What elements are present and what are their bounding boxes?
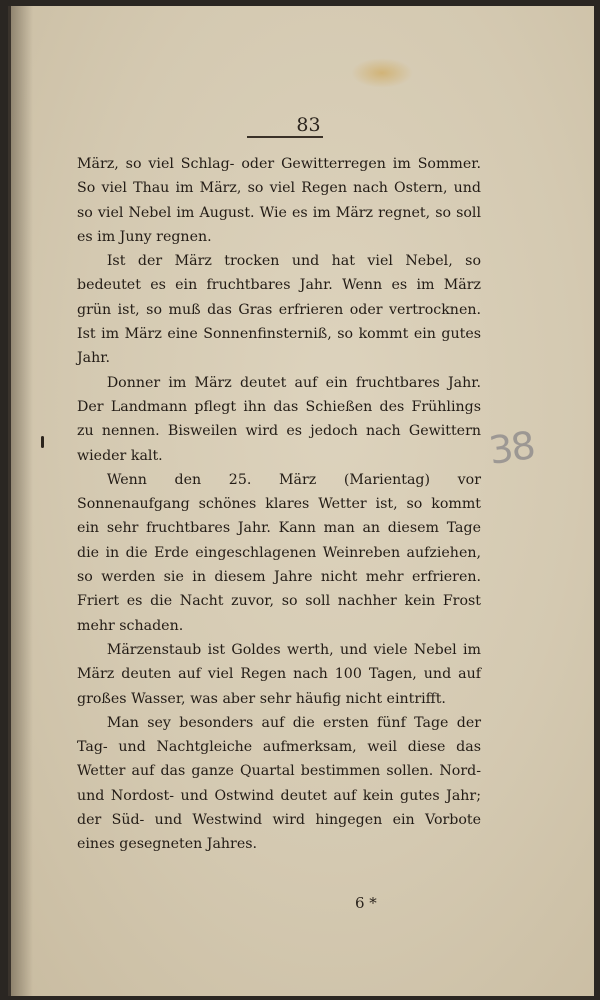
paragraph-6: Man sey besonders auf die ersten fünf Tage der Tag- und Nachtgleiche aufmerksam, weil diese das Wetter auf das ganze Quartal bestimmen sollen. Nord- und Nordost- und Ostwind deutet auf kein gutes Jahr; der Süd- und Westwind wird hingegen ein Vorbote eines gesegneten Jahres. bbox=[77, 714, 481, 853]
body-text bbox=[77, 152, 481, 857]
paragraph-2: Ist der März trocken und hat viel Nebel, so bedeutet es ein fruchtbares Jahr. Wenn es im März grün ist, so muß das Gras erfrieren oder vertrocknen. Ist im März eine Sonnenfinsterniß, so kommt ein gutes Jahr. bbox=[77, 253, 481, 367]
book-page bbox=[8, 6, 594, 996]
header-rule bbox=[247, 136, 323, 138]
paragraph-5: Märzenstaub ist Goldes werth, und viele Nebel im März deuten auf viel Regen nach 100 Tagen, und auf großes Wasser, was aber sehr häufig nicht eintrifft. bbox=[77, 641, 481, 707]
handwritten-margin-note: 38 bbox=[486, 423, 537, 473]
page-number: 83 bbox=[296, 114, 321, 136]
printer-signature-mark: 6 * bbox=[355, 894, 377, 912]
paragraph-4: Wenn den 25. März (Marientag) vor Sonnenaufgang schönes klares Wetter ist, so kommt ein sehr fruchtbares Jahr. Kann man an diesem Tage die in die Erde eingeschlagenen Weinreben aufziehen, so werden sie in diesem Jahre nicht mehr erfrieren. Friert es die Nacht zuvor, so soll nachher kein Frost mehr schaden. bbox=[77, 471, 481, 634]
margin-mark bbox=[41, 436, 44, 448]
paragraph-3: Donner im März deutet auf ein fruchtbares Jahr. Der Landmann pflegt ihn das Schießen des Frühlings zu nennen. Bisweilen wird es jedoch nach Gewittern wieder kalt. bbox=[77, 374, 481, 464]
paragraph-1: März, so viel Schlag- oder Gewitterregen im Sommer. So viel Thau im März, so viel Regen nach Ostern, und so viel Nebel im August. Wie es im März regnet, so soll es im Juny regnen. bbox=[77, 156, 481, 245]
paper-stain bbox=[351, 58, 413, 88]
